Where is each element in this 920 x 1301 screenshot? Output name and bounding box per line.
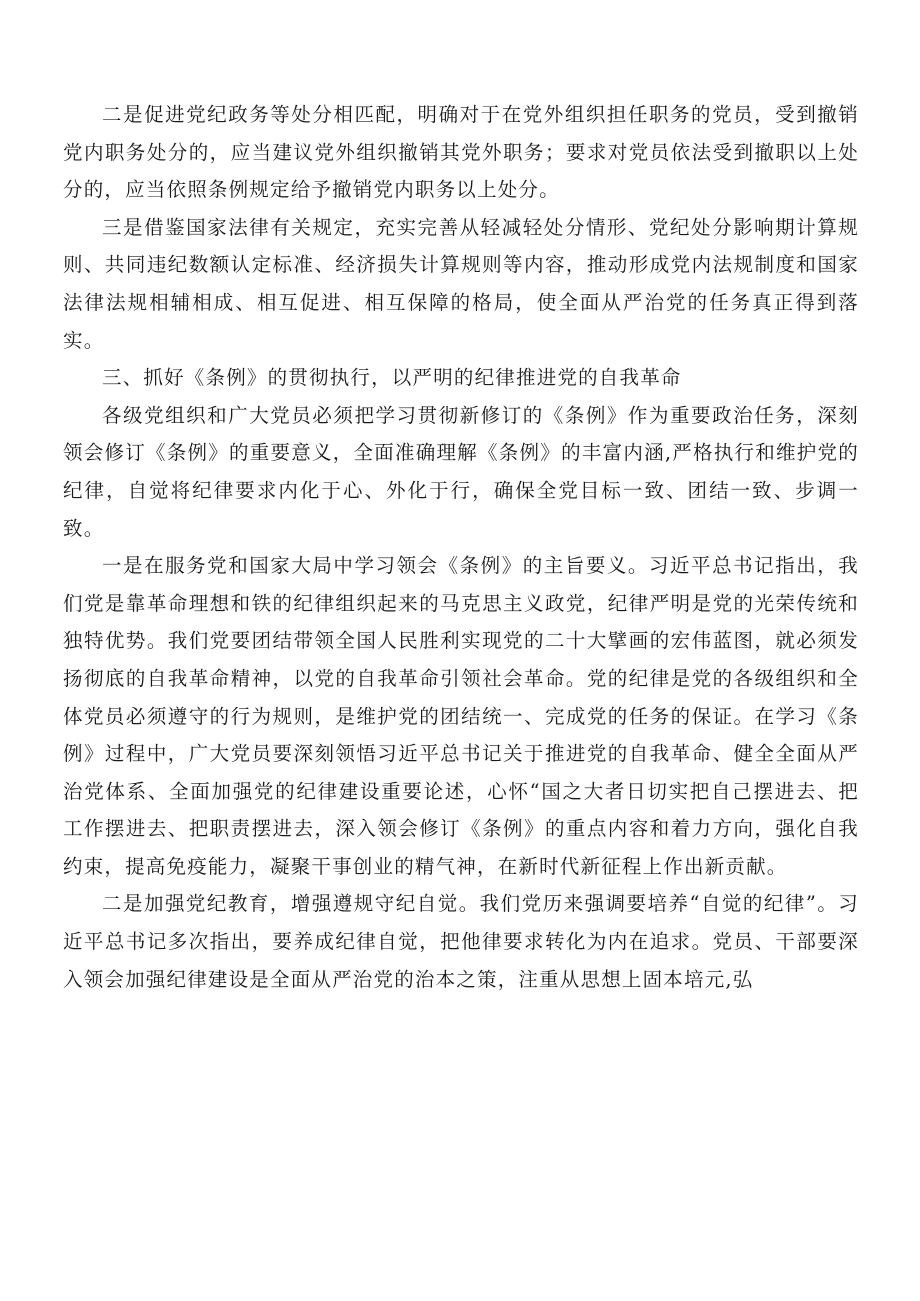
document-body [63,96,859,998]
paragraph-discipline-education: 二是加强党纪教育，增强遵规守纪自觉。我们党历来强调要培养“自觉的纪律”。习近平总书记多次指出，要养成纪律自觉，把他律要求转化为内在追求。党员、干部要深入领会加强纪律建设是全面从严治党的治本之策，注重从思想上固本培元,弘 [63,892,859,991]
section-heading-implementation: 三、抓好《条例》的贯彻执行，以严明的纪律推进党的自我革命 [102,366,682,390]
paragraph-national-law-reference: 三是借鉴国家法律有关规定，充实完善从轻减轻处分情形、党纪处分影响期计算规则、共同违纪数额认定标准、经济损失计算规则等内容，推动形成党内法规制度和国家法律法规相辅相成、相互促进、相互保障的格局，使全面从严治党的任务真正得到落实。 [63,215,859,352]
paragraph-study-main-points: 一是在服务党和国家大局中学习领会《条例》的主旨要义。习近平总书记指出，我们党是靠革命理想和铁的纪律组织起来的马克思主义政党，纪律严明是党的光荣传统和独特优势。我们党要团结带领全国人民胜利实现党的二十大擘画的宏伟蓝图，就必须发扬彻底的自我革命精神，以党的自我革命引领社会革命。党的纪律是党的各级组织和全体党员必须遵守的行为规则，是维护党的团结统一、完成党的任务的保证。在学习《条例》过程中，广大党员要深刻领悟习近平总书记关于推进党的自我革命、健全全面从严治党体系、全面加强党的纪律建设重要论述，心怀“国之大者日切实把自己摆进去、把工作摆进去、把职责摆进去，深入领会修订《条例》的重点内容和着力方向，强化自我约束，提高免疫能力，凝聚干事创业的精气神，在新时代新征程上作出新贡献。 [63,554,859,878]
paragraph-study-requirement: 各级党组织和广大党员必须把学习贯彻新修订的《条例》作为重要政治任务，深刻领会修订《条例》的重要意义，全面准确理解《条例》的丰富内涵,严格执行和维护党的纪律，自觉将纪律要求内化于心、外化于行，确保全党目标一致、团结一致、步调一致。 [63,403,859,540]
paragraph-penalty-matching: 二是促进党纪政务等处分相匹配，明确对于在党外组织担任职务的党员，受到撤销党内职务处分的，应当建议党外组织撤销其党外职务；要求对党员依法受到撤职以上处分的，应当依照条例规定给予撤销党内职务以上处分。 [63,103,859,202]
